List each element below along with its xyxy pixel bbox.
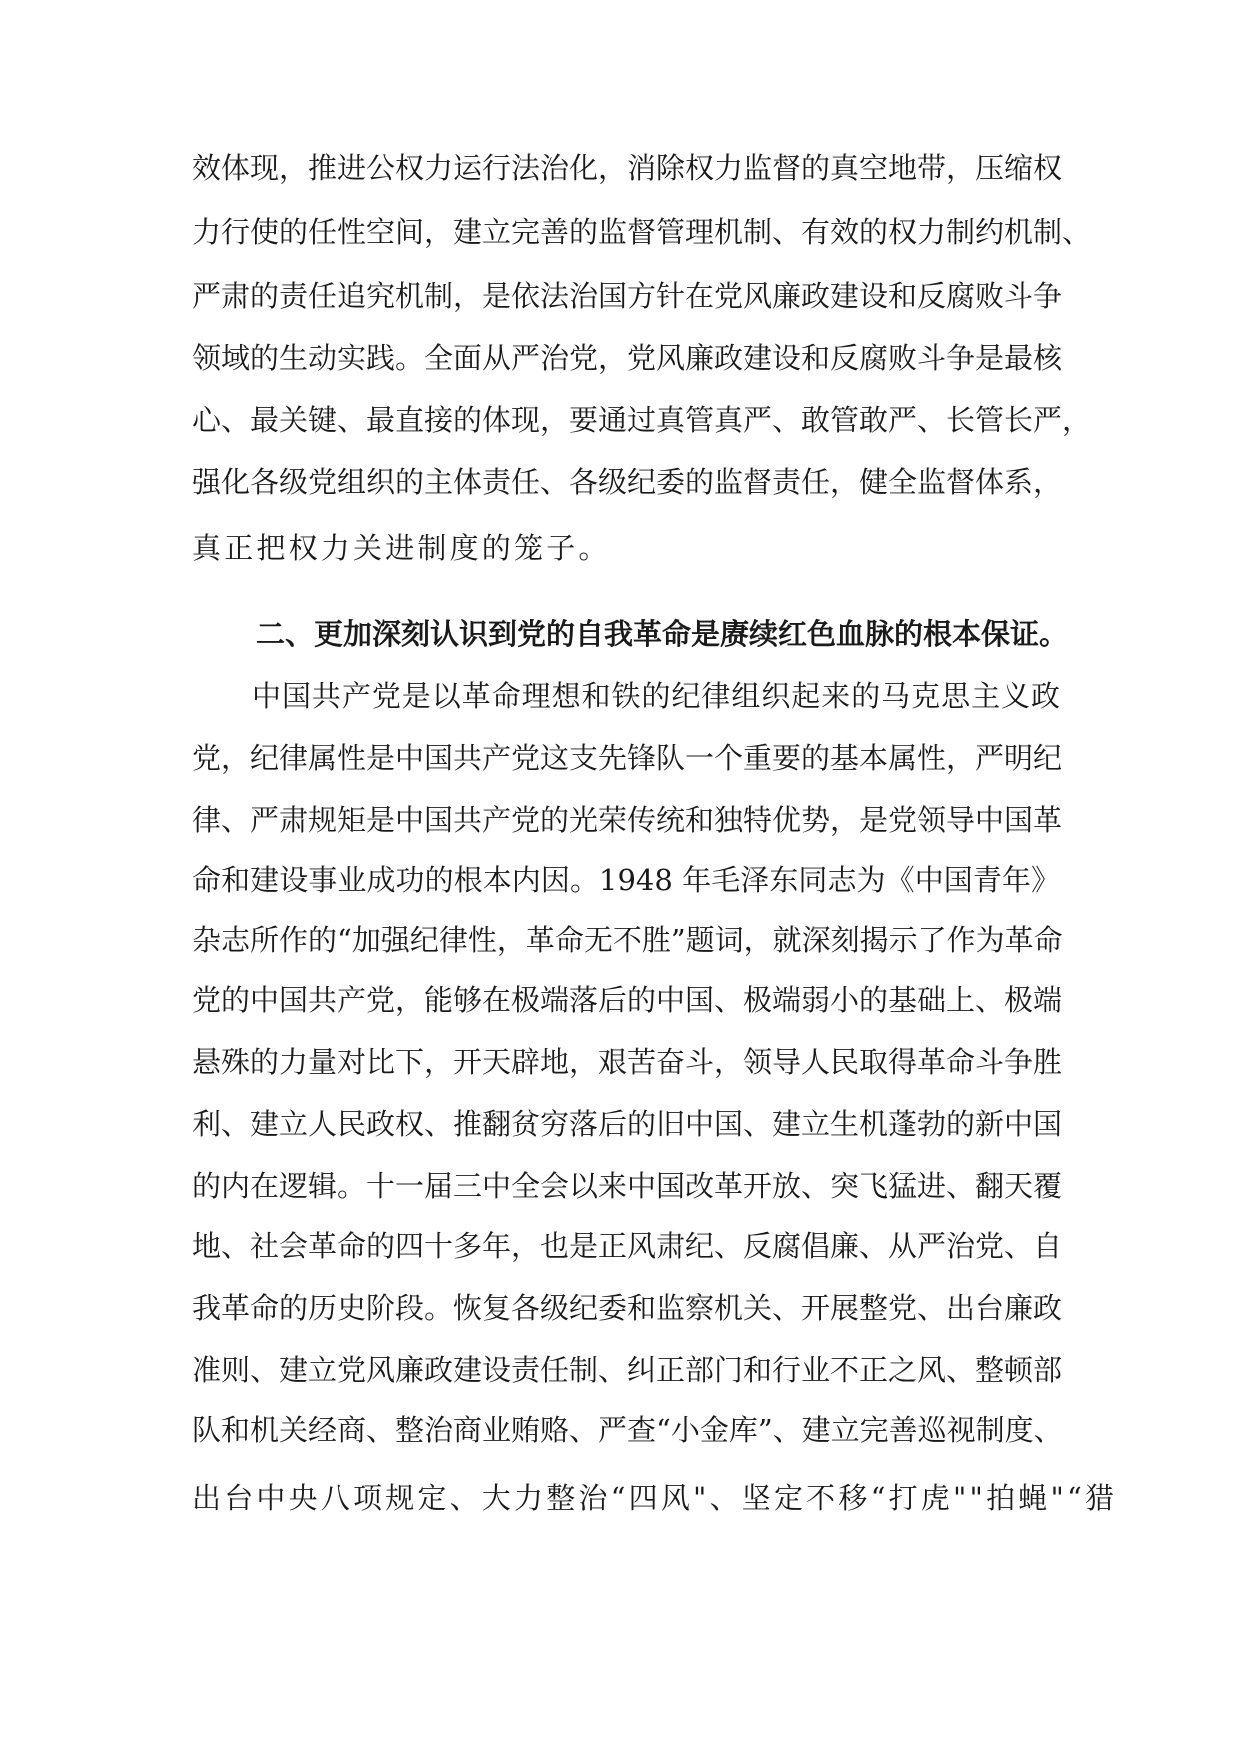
section2-line-2: 党，纪律属性是中国共产党这支先锋队一个重要的基本属性，严明纪 (192, 741, 1063, 775)
section2-line-4: 命和建设事业成功的根本内因。1948 年毛泽东同志为《中国青年》 (192, 863, 1060, 897)
section2-line-9: 的内在逻辑。十一届三中全会以来中国改革开放、突飞猛进、翻天覆 (192, 1169, 1063, 1203)
paragraph1-line-5: 心、最关键、最直接的体现，要通过真管真严、敢管敢严、长管长严， (192, 403, 1092, 437)
section2-line-5: 杂志所作的“加强纪律性，革命无不胜”题词，就深刻揭示了作为革命 (192, 923, 1063, 957)
section2-line-10: 地、社会革命的四十多年，也是正风肃纪、反腐倡廉、从严治党、自 (192, 1229, 1063, 1263)
section2-line-12: 准则、建立党风廉政建设责任制、纠正部门和行业不正之风、整顿部 (192, 1353, 1063, 1387)
section2-line-1: 中国共产党是以革命理想和铁的纪律组织起来的马克思主义政 (252, 679, 1060, 713)
section-heading: 二、更加深刻认识到党的自我革命是赓续红色血脉的根本保证。 (256, 617, 1069, 651)
paragraph1-line-3: 严肃的责任追究机制，是依法治国方针在党风廉政建设和反腐败斗争 (192, 279, 1063, 313)
section2-line-14: 出台中央八项规定、大力整治“四风"、坚定不移“打虎""拍蝇"“猎 (192, 1481, 1118, 1515)
section2-line-6: 党的中国共产党，能够在极端落后的中国、极端弱小的基础上、极端 (192, 983, 1063, 1017)
section2-line-3: 律、严肃规矩是中国共产党的光荣传统和独特优势，是党领导中国革 (192, 803, 1063, 837)
section2-line-13: 队和机关经商、整治商业贿赂、严查“小金库”、建立完善巡视制度、 (192, 1413, 1063, 1447)
paragraph1-line-1: 效体现，推进公权力运行法治化，消除权力监督的真空地带，压缩权 (192, 151, 1063, 185)
section2-line-7: 悬殊的力量对比下，开天辟地，艰苦奋斗，领导人民取得革命斗争胜 (192, 1045, 1063, 1079)
paragraph1-line-7: 真正把权力关进制度的笼子。 (192, 531, 611, 565)
paragraph1-line-4: 领域的生动实践。全面从严治党，党风廉政建设和反腐败斗争是最核 (192, 341, 1063, 375)
paragraph1-line-2: 力行使的任性空间，建立完善的监督管理机制、有效的权力制约机制、 (192, 215, 1092, 249)
paragraph1-line-6: 强化各级党组织的主体责任、各级纪委的监督责任，健全监督体系， (192, 465, 1063, 499)
section2-line-8: 利、建立人民政权、推翻贫穷落后的旧中国、建立生机蓬勃的新中国 (192, 1107, 1063, 1141)
section2-line-11: 我革命的历史阶段。恢复各级纪委和监察机关、开展整党、出台廉政 (192, 1291, 1063, 1325)
